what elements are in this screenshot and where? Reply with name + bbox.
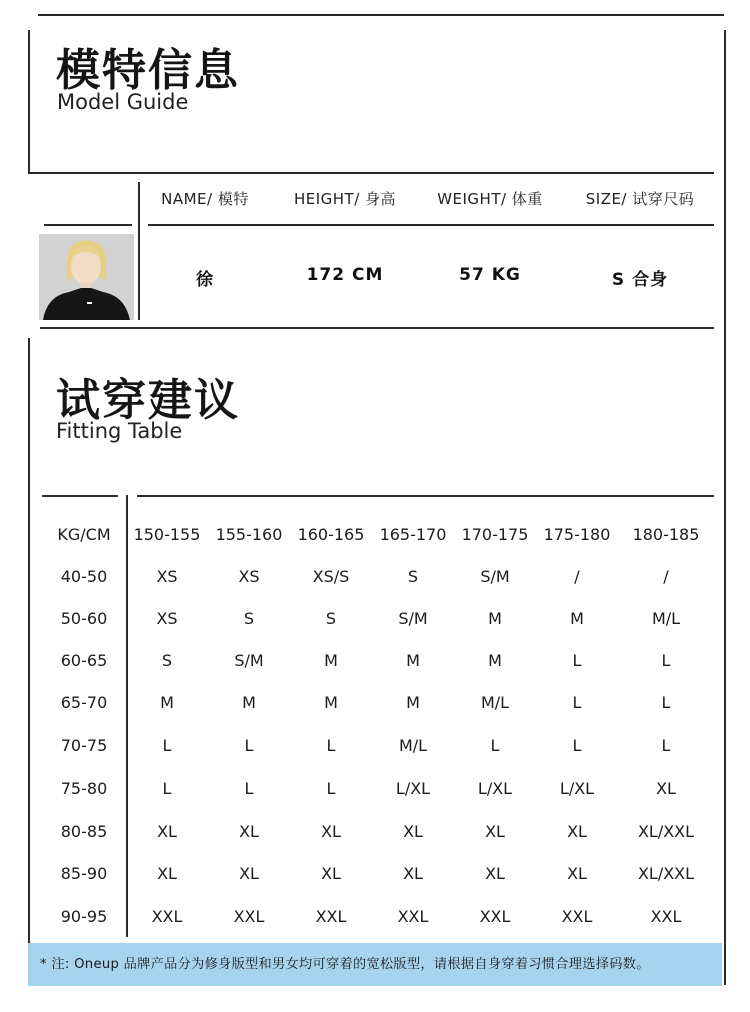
size-cell: M bbox=[488, 609, 502, 628]
header-height: HEIGHT/ 身高 bbox=[293, 190, 397, 208]
size-cell: XL bbox=[403, 864, 423, 883]
size-cell: XXL bbox=[151, 907, 183, 926]
size-cell: XXL bbox=[233, 907, 265, 926]
fitting-title-cn: 试穿建议 bbox=[56, 375, 240, 426]
size-cell: M/L bbox=[398, 736, 428, 755]
fitting-header-row bbox=[42, 514, 714, 556]
height-col: 170-175 bbox=[461, 525, 529, 544]
left-border-top bbox=[28, 30, 30, 173]
value-height: 172 CM bbox=[306, 265, 384, 285]
corner-label: KG/CM bbox=[57, 525, 111, 544]
size-cell: XL bbox=[485, 864, 505, 883]
model-photo-illustration bbox=[39, 234, 134, 320]
value-name: 徐 bbox=[196, 270, 214, 290]
size-cell: XL bbox=[321, 864, 341, 883]
size-cell: S/M bbox=[398, 609, 428, 628]
note-text: * 注: Oneup 品牌产品分为修身版型和男女均可穿着的宽松版型，请根据自身穿着习惯合理选择码数。 bbox=[40, 957, 650, 972]
table-row bbox=[42, 811, 714, 853]
table-row bbox=[42, 682, 714, 724]
left-border-bottom bbox=[28, 338, 30, 986]
header-size: SIZE/ 试穿尺码 bbox=[585, 190, 695, 208]
height-col: 155-160 bbox=[215, 525, 283, 544]
model-header-underline bbox=[148, 224, 714, 226]
size-cell: S bbox=[407, 567, 419, 586]
weight-label: 85-90 bbox=[60, 864, 108, 883]
size-cell: XXL bbox=[650, 907, 682, 926]
size-cell: XS bbox=[156, 567, 178, 586]
weight-label: 90-95 bbox=[60, 907, 108, 926]
size-cell: S bbox=[243, 609, 255, 628]
size-cell: M bbox=[242, 693, 256, 712]
size-cell: XL/XXL bbox=[637, 864, 695, 883]
size-cell: XXL bbox=[397, 907, 429, 926]
size-cell: XL bbox=[157, 822, 177, 841]
size-cell: L bbox=[661, 651, 671, 670]
size-cell: L bbox=[572, 651, 582, 670]
value-size: S 合身 bbox=[611, 270, 669, 290]
note-banner bbox=[28, 943, 722, 986]
size-cell: XL bbox=[567, 864, 587, 883]
size-cell: XS/S bbox=[312, 567, 350, 586]
size-cell: L bbox=[326, 779, 336, 798]
size-cell: / bbox=[663, 567, 669, 586]
size-cell: S/M bbox=[480, 567, 510, 586]
weight-label: 70-75 bbox=[60, 736, 108, 755]
size-cell: L bbox=[244, 779, 254, 798]
model-title-cn: 模特信息 bbox=[56, 45, 240, 96]
weight-label: 80-85 bbox=[60, 822, 108, 841]
avatar-left-line bbox=[44, 224, 132, 226]
size-cell: XXL bbox=[479, 907, 511, 926]
size-cell: M bbox=[324, 693, 338, 712]
size-cell: XS bbox=[156, 609, 178, 628]
size-cell: L/XL bbox=[559, 779, 595, 798]
weight-label: 50-60 bbox=[60, 609, 108, 628]
table-row bbox=[42, 896, 714, 938]
size-cell: M bbox=[160, 693, 174, 712]
value-weight: 57 KG bbox=[459, 265, 521, 285]
size-cell: XS bbox=[238, 567, 260, 586]
fit-header-line bbox=[137, 495, 714, 497]
size-cell: M bbox=[324, 651, 338, 670]
weight-label: 65-70 bbox=[60, 693, 108, 712]
height-col: 165-170 bbox=[379, 525, 447, 544]
table-row bbox=[42, 768, 714, 810]
size-cell: XXL bbox=[315, 907, 347, 926]
size-cell: XL bbox=[567, 822, 587, 841]
size-cell: M/L bbox=[651, 609, 681, 628]
table-row bbox=[42, 556, 714, 598]
size-cell: L bbox=[244, 736, 254, 755]
model-divider-top bbox=[28, 172, 714, 174]
size-cell: M bbox=[406, 693, 420, 712]
fitting-title-en: Fitting Table bbox=[56, 419, 183, 443]
size-cell: L bbox=[162, 736, 172, 755]
size-cell: L bbox=[326, 736, 336, 755]
size-cell: L bbox=[661, 736, 671, 755]
size-cell: L bbox=[572, 693, 582, 712]
height-col: 180-185 bbox=[632, 525, 700, 544]
table-row bbox=[42, 640, 714, 682]
size-cell: S bbox=[325, 609, 337, 628]
table-row bbox=[42, 725, 714, 767]
size-cell: L bbox=[490, 736, 500, 755]
right-border bbox=[724, 30, 726, 985]
weight-label: 75-80 bbox=[60, 779, 108, 798]
size-cell: XXL bbox=[561, 907, 593, 926]
size-cell: XL bbox=[239, 864, 259, 883]
size-cell: L bbox=[572, 736, 582, 755]
model-title-en: Model Guide bbox=[57, 90, 189, 114]
size-cell: XL bbox=[321, 822, 341, 841]
fit-left-top-line bbox=[42, 495, 118, 497]
size-cell: XL bbox=[485, 822, 505, 841]
size-cell: S/M bbox=[234, 651, 264, 670]
height-col: 175-180 bbox=[543, 525, 611, 544]
header-weight: WEIGHT/ 体重 bbox=[437, 190, 543, 208]
size-cell: L/XL bbox=[477, 779, 513, 798]
size-cell: XL/XXL bbox=[637, 822, 695, 841]
height-col: 160-165 bbox=[297, 525, 365, 544]
size-cell: L/XL bbox=[395, 779, 431, 798]
size-cell: XL bbox=[403, 822, 423, 841]
size-cell: L bbox=[162, 779, 172, 798]
model-divider-bottom bbox=[40, 327, 714, 329]
size-cell: M/L bbox=[480, 693, 510, 712]
size-cell: M bbox=[488, 651, 502, 670]
size-cell: XL bbox=[239, 822, 259, 841]
size-cell: / bbox=[574, 567, 580, 586]
size-cell: XL bbox=[656, 779, 676, 798]
size-cell: M bbox=[570, 609, 584, 628]
size-cell: M bbox=[406, 651, 420, 670]
size-cell: L bbox=[661, 693, 671, 712]
size-cell: XL bbox=[157, 864, 177, 883]
weight-label: 40-50 bbox=[60, 567, 108, 586]
header-name: NAME/ 模特 bbox=[161, 190, 249, 208]
table-row bbox=[42, 853, 714, 895]
table-row bbox=[42, 598, 714, 640]
top-border bbox=[38, 14, 724, 16]
model-photo bbox=[39, 234, 134, 320]
model-vertical-divider bbox=[138, 182, 140, 320]
size-cell: S bbox=[161, 651, 173, 670]
height-col: 150-155 bbox=[133, 525, 201, 544]
weight-label: 60-65 bbox=[60, 651, 108, 670]
